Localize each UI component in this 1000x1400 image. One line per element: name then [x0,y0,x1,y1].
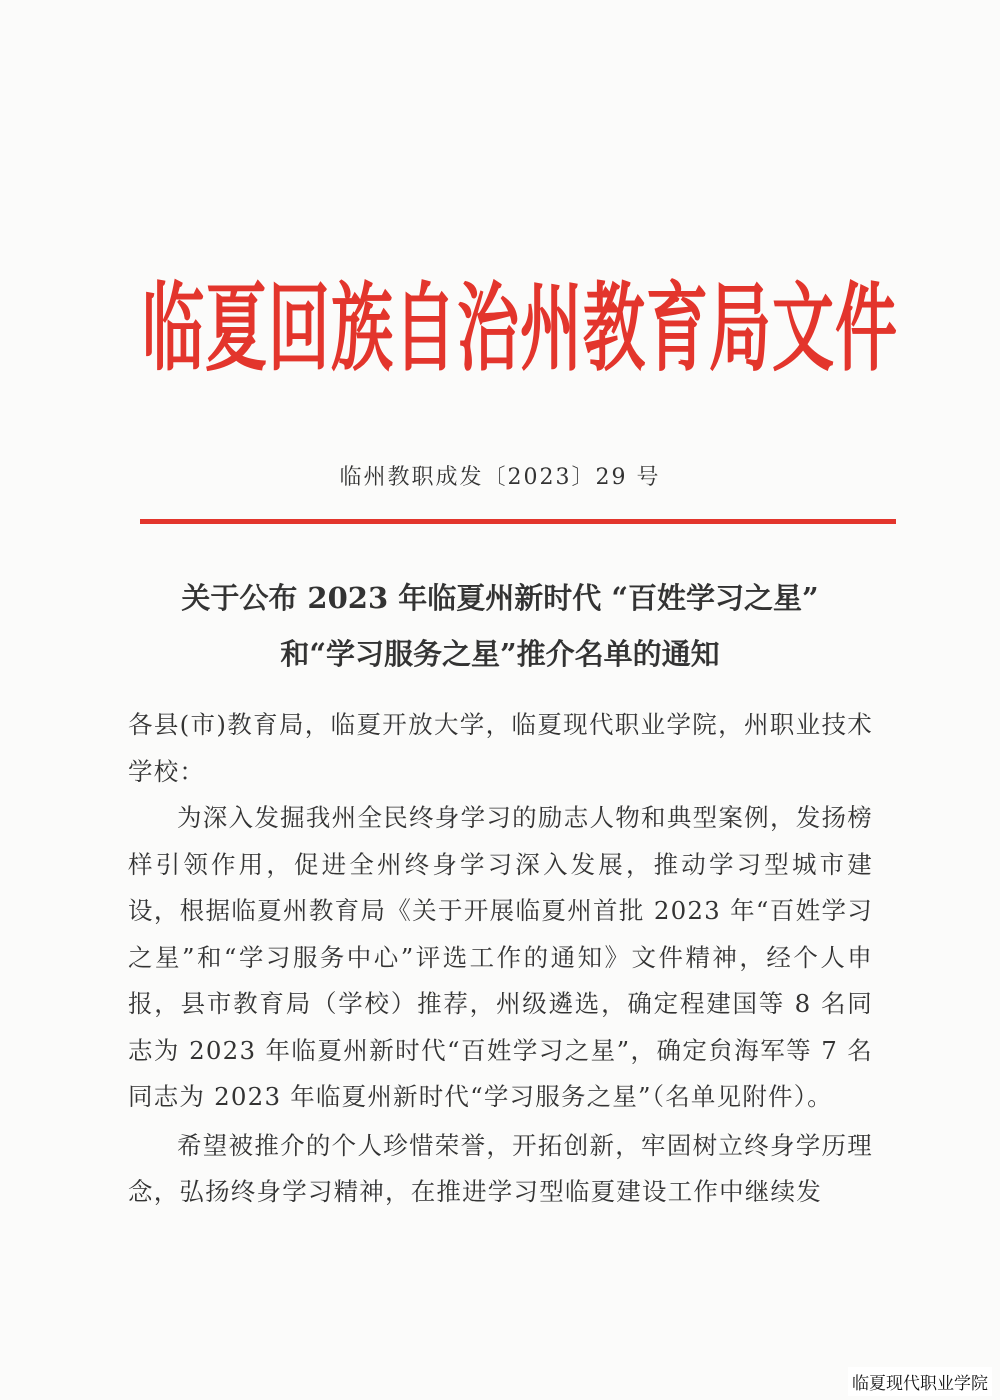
body-paragraph-2: 希望被推介的个人珍惜荣誉，开拓创新，牢固树立终身学历理念，弘扬终身学习精神，在推进学习型临夏建设工作中继续发 [128,1130,873,1206]
notice-title-line-1: 关于公布 2023 年临夏州新时代 “百姓学习之星” [181,581,819,615]
issuer-header [142,250,899,390]
source-watermark-label: 临夏现代职业学院 [848,1367,992,1396]
notice-title-line-2: 和“学习服务之星”推介名单的通知 [280,637,720,671]
notice-title [100,570,900,682]
body-paragraph-1: 为深入发掘我州全民终身学习的励志人物和典型案例，发扬榜样引领作用，促进全州终身学习深入发展，推动学习型城市建设，根据临夏州教育局《关于开展临夏州首批 2023 年“百姓学习之星”和“学习服务中心”评选工作的通知》文件精神，经个人申报，县市教育局（学校）推荐，州级遴选，确定程建国等 8 名同志为 2023 年临夏州新时代“百姓学习之星”，确定贠海军等 7 名同志为 2023 年临夏州新时代“学习服务之星”（名单见附件）。 [128,803,873,1111]
document-number: 临州教职成发〔2023〕29 号 [339,465,661,490]
notice-body [128,702,873,1216]
issuer-title: 临夏回族自治州教育局文件 [142,271,899,385]
red-divider [140,519,896,524]
recipients-line: 各县(市)教育局，临夏开放大学，临夏现代职业学院，州职业技术学校： [128,710,873,786]
